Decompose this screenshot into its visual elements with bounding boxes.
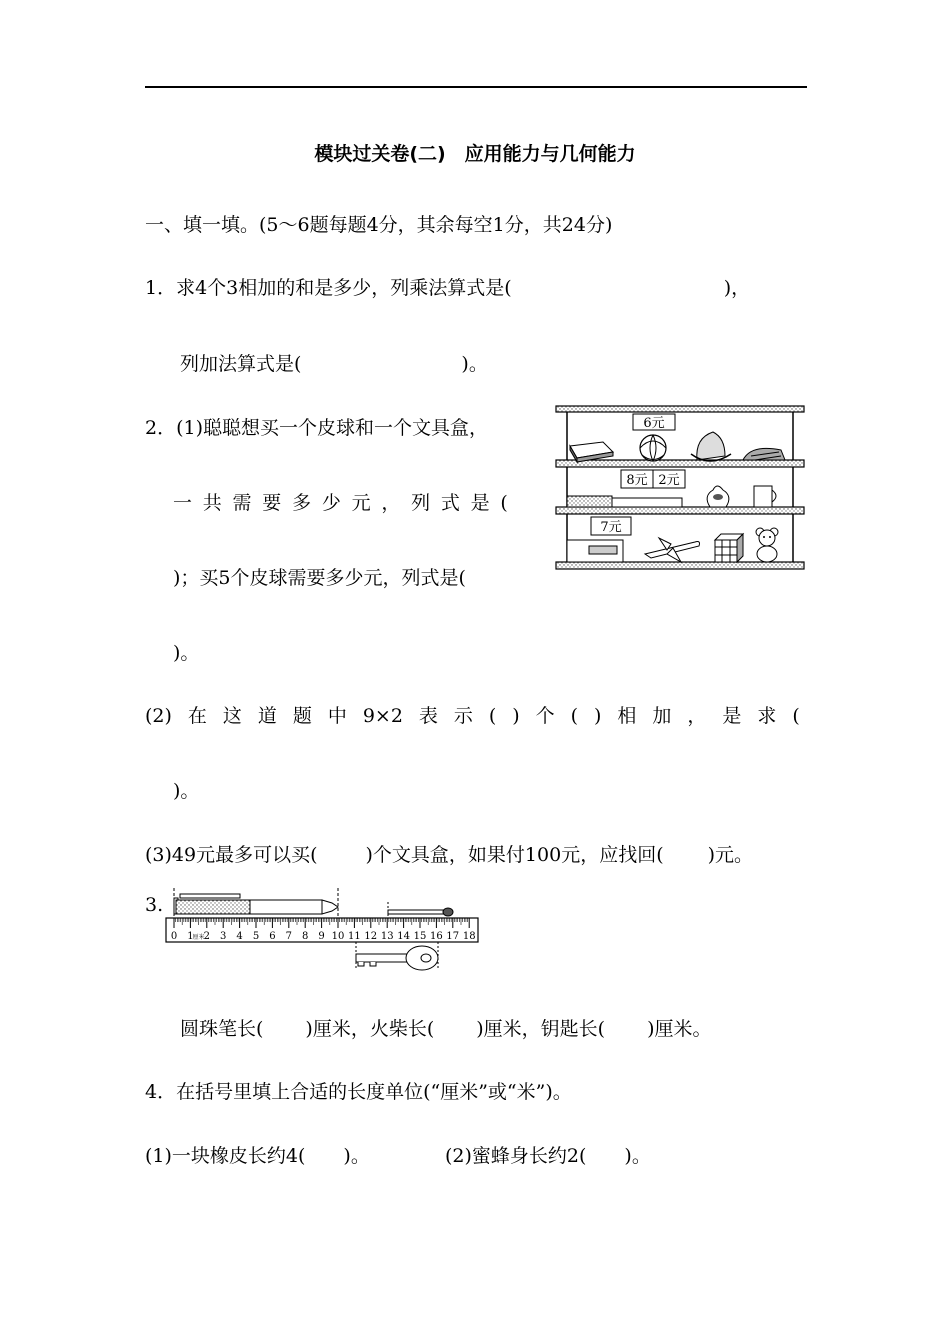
ruler-tick-label: 0 (170, 931, 178, 942)
q2.p2_line1-token: ) (594, 705, 602, 727)
q3-answer-c: )厘米，钥匙长( (476, 1018, 606, 1040)
ruler-tick-label: 5 (252, 931, 260, 942)
q2.p1_line2_chars-token: 需 (232, 492, 252, 514)
matchstick-icon (388, 908, 453, 916)
ruler-tick-label: 7 (285, 931, 292, 942)
q2.p2_line1-token: 加 (652, 705, 672, 727)
ruler-tick-label: 1 (187, 931, 194, 942)
shelf-board-2 (556, 507, 804, 514)
calculator-icon (567, 540, 623, 562)
shelf-board-top (556, 406, 804, 412)
q3-answer (180, 1017, 712, 1041)
shelf-board-3 (556, 562, 804, 569)
q2.p1_line2_chars-token: 要 (262, 492, 282, 514)
page-title: 模块过关卷(二) 应用能力与几何能力 (314, 143, 636, 165)
hat-icon (691, 432, 731, 461)
ruler-tick-label: 12 (364, 931, 378, 942)
pencil-case-icon (743, 448, 785, 460)
q2.p2_line1-token: 个 (535, 705, 555, 727)
ruler-figure (160, 884, 485, 974)
q2.p1_line2_chars-token: 列 (411, 492, 431, 514)
q3-answer-b: )厘米，火柴长( (305, 1018, 435, 1040)
airplane-icon (645, 538, 700, 562)
shelf-board-1 (556, 460, 804, 467)
q1-line1-text: 1．求4个3相加的和是多少，列乘法算式是( (145, 277, 512, 299)
ruler-tick-label: 10 (331, 931, 345, 942)
ruler-tick-label: 9 (318, 931, 325, 942)
q2-p1-line2 (173, 491, 508, 515)
q2.p2_line1-token: (2) (145, 705, 172, 727)
q4-sub2: (2)蜜蜂身长约2( )。 (445, 1145, 651, 1167)
q1-line2 (180, 352, 488, 376)
ruler-tick-label: 6 (269, 931, 276, 942)
q2.p1_line2_chars-token: 元 (351, 492, 371, 514)
q2-p3-b: )个文具盒，如果付100元，应找回( (365, 844, 664, 866)
teddy-bear-icon (756, 528, 778, 562)
q3-number: 3. (145, 894, 164, 916)
ruler-tick-label: 16 (430, 931, 443, 942)
ruler-tick-label: 8 (302, 931, 309, 942)
price-mid-left: 8元 (626, 473, 648, 488)
q1-line1 (145, 276, 750, 300)
q1-line2-close: )。 (461, 353, 488, 375)
q2.p2_line1-token: 求 (757, 705, 777, 727)
q2.p2_line1-token: 9×2 (362, 705, 403, 727)
q2.p2_line1-token: 在 (187, 705, 207, 727)
q2.p2_line1-token: 道 (257, 705, 277, 727)
q2-p3-a: (3)49元最多可以买( (145, 844, 318, 866)
ruler-tick-label: 2 (203, 931, 210, 942)
q2-p2-line2: )。 (173, 780, 200, 802)
q2.p2_line1-token: 是 (722, 705, 742, 727)
q2.p2_line1-token: ( (570, 705, 579, 727)
cup-icon (754, 486, 776, 507)
q2.p1_line2_chars-token: 式 (440, 492, 460, 514)
q2-p2-line1 (145, 704, 800, 728)
q2-p3 (145, 843, 753, 867)
price-mid-right: 2元 (658, 473, 680, 488)
q4-stem: 4．在括号里填上合适的长度单位(“厘米”或“米”)。 (145, 1081, 572, 1103)
ruler-tick-label: 3 (220, 931, 227, 942)
q2.p1_line2_chars-token: ( (500, 492, 508, 514)
key-icon (356, 946, 438, 970)
q2.p1_line2_chars-token: 一 (173, 492, 193, 514)
book-stack-icon (570, 442, 613, 462)
q2.p2_line1-token: 相 (617, 705, 637, 727)
q2.p1_line2_chars-token: 共 (202, 492, 222, 514)
price-top: 6元 (643, 416, 665, 431)
ruler-tick-label: 4 (236, 931, 243, 942)
ruler-tick-label: 18 (462, 931, 476, 942)
q2.p2_line1-token: 这 (222, 705, 242, 727)
price-bottom: 7元 (600, 520, 622, 535)
rubiks-cube-icon (715, 534, 743, 562)
q2.p2_line1-token: ( (792, 705, 800, 727)
q2.p1_line2_chars-token: ， (381, 492, 401, 514)
ruler-tick-label: 13 (380, 931, 394, 942)
ruler-tick-label: 14 (397, 931, 410, 942)
q2.p2_line1-token: 中 (327, 705, 347, 727)
q3-answer-d: )厘米。 (647, 1018, 712, 1040)
q2.p2_line1-token: 示 (453, 705, 473, 727)
ruler-tick-label: 11 (348, 931, 361, 942)
q2.p2_line1-token: ， (687, 705, 707, 727)
q2.p2_line1-token: ) (512, 705, 520, 727)
q2.p1_line2_chars-token: 是 (470, 492, 490, 514)
q3-answer-a: 圆珠笔长( (180, 1018, 264, 1040)
shelf-illustration (555, 404, 805, 576)
q2.p1_line2_chars-token: 多 (292, 492, 312, 514)
ruler-tick-label: 17 (446, 931, 460, 942)
q2.p2_line1-token: 题 (292, 705, 312, 727)
ruler-tick-label: 15 (413, 931, 427, 942)
q1-line1-close: )， (723, 277, 751, 299)
q2-p1-line4: )。 (173, 642, 200, 664)
q2.p2_line1-token: 表 (418, 705, 438, 727)
q2-p3-c: )元。 (707, 844, 754, 866)
q2-p1-line1: 2．(1)聪聪想买一个皮球和一个文具盒， (145, 417, 489, 439)
stationery-box-icon (567, 496, 682, 507)
q2.p2_line1-token: ( (488, 705, 497, 727)
q4-sub1: (1)一块橡皮长约4( )。 (145, 1145, 370, 1167)
jar-icon (707, 486, 729, 507)
q1-line2-text: 列加法算式是( (180, 353, 302, 375)
q2-p1-line3: )；买5个皮球需要多少元，列式是( (173, 567, 466, 589)
header-rule (145, 86, 807, 88)
ruler-unit-label: 厘米 (192, 934, 205, 941)
section1-heading: 一、填一填。(5～6题每题4分，其余每空1分，共24分) (145, 214, 613, 236)
q2.p1_line2_chars-token: 少 (321, 492, 341, 514)
pen-icon (174, 894, 338, 914)
ball-icon (640, 435, 666, 461)
